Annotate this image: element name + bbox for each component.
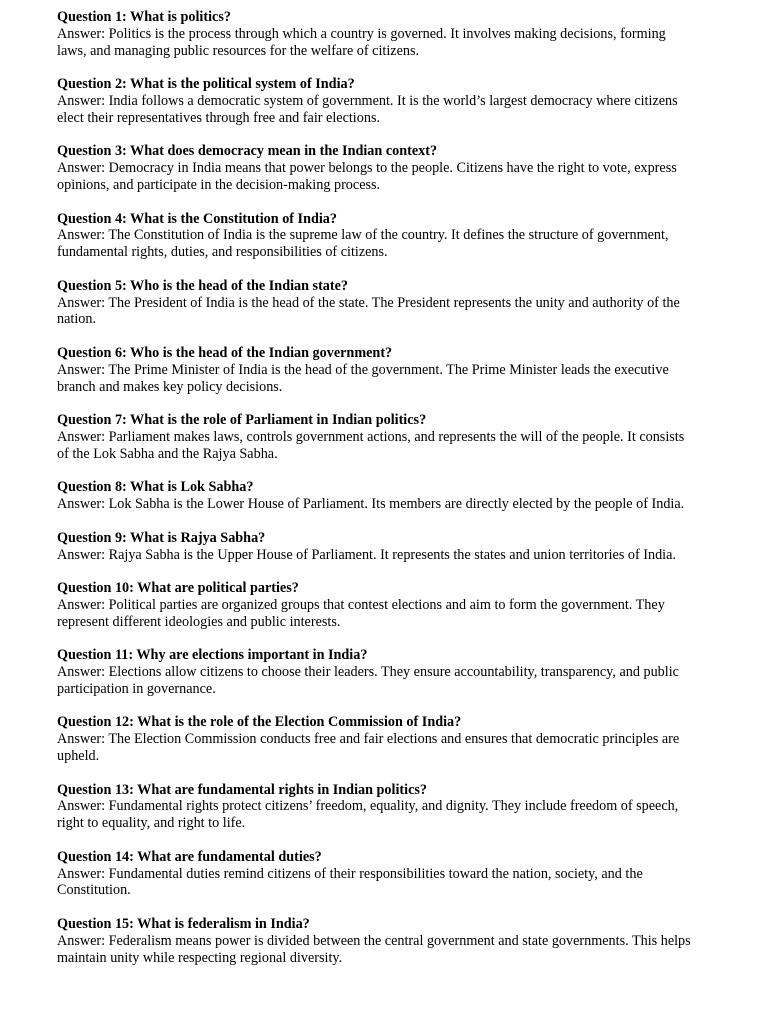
question-13: Question 13: What are fundamental rights in Indian politics? bbox=[57, 781, 427, 798]
answer-4: Answer: The Constitution of India is the supreme law of the country. It defines the structure of government, fundamental rights, duties, and responsibilities of citizens. bbox=[57, 227, 669, 261]
answer-11: Answer: Elections allow citizens to choose their leaders. They ensure accountability, transparency, and public participation in governance. bbox=[57, 664, 679, 697]
qa-item-8 bbox=[57, 479, 698, 513]
qa-item-7 bbox=[57, 412, 698, 462]
qa-item-5 bbox=[57, 278, 698, 328]
answer-10: Answer: Political parties are organized groups that contest elections and aim to form the government. They represent different ideologies and public interests. bbox=[57, 596, 665, 630]
question-4: Question 4: What is the Constitution of India? bbox=[57, 210, 337, 227]
answer-6: Answer: The Prime Minister of India is the head of the government. The Prime Minister leads the executive branch and makes key policy decisions. bbox=[57, 361, 669, 395]
qa-item-14 bbox=[57, 849, 698, 899]
answer-13: Answer: Fundamental rights protect citizens’ freedom, equality, and dignity. They include freedom of speech, right to equality, and right to life. bbox=[57, 798, 679, 832]
answer-5: Answer: The President of India is the head of the state. The President represents the unity and authority of the nation. bbox=[57, 294, 680, 328]
qa-item-9 bbox=[57, 530, 698, 564]
qa-item-4 bbox=[57, 211, 698, 261]
question-3: Question 3: What does democracy mean in the Indian context? bbox=[57, 143, 438, 160]
answer-14: Answer: Fundamental duties remind citizens of their responsibilities toward the nation, society, and the Constitution. bbox=[57, 865, 643, 899]
answer-1: Answer: Politics is the process through which a country is governed. It involves making decisions, forming laws, and managing public resources for the welfare of citizens. bbox=[57, 25, 666, 59]
answer-8: Answer: Lok Sabha is the Lower House of Parliament. Its members are directly elected by the people of India. bbox=[57, 496, 685, 513]
answer-2: Answer: India follows a democratic system of government. It is the world’s largest democracy where citizens elect their representatives through free and fair elections. bbox=[57, 92, 678, 126]
qa-item-3 bbox=[57, 143, 698, 193]
qa-item-11 bbox=[57, 647, 698, 697]
question-12: Question 12: What is the role of the Election Commission of India? bbox=[57, 714, 462, 731]
question-11: Question 11: Why are elections important in India? bbox=[57, 647, 368, 664]
answer-12: Answer: The Election Commission conducts free and fair elections and ensures that democratic principles are upheld. bbox=[57, 731, 680, 765]
qa-item-13 bbox=[57, 782, 698, 832]
question-5: Question 5: Who is the head of the Indian state? bbox=[57, 277, 349, 294]
question-10: Question 10: What are political parties? bbox=[57, 580, 299, 597]
question-9: Question 9: What is Rajya Sabha? bbox=[57, 529, 266, 546]
question-1: Question 1: What is politics? bbox=[57, 9, 231, 25]
answer-9: Answer: Rajya Sabha is the Upper House of Parliament. It represents the states and union territories of India. bbox=[57, 546, 676, 563]
answer-3: Answer: Democracy in India means that power belongs to the people. Citizens have the right to vote, express opinions, and participate in the decision-making process. bbox=[57, 160, 677, 193]
qa-item-6 bbox=[57, 345, 698, 395]
question-14: Question 14: What are fundamental duties? bbox=[57, 848, 322, 865]
qa-item-12 bbox=[57, 714, 698, 764]
qa-item-10 bbox=[57, 580, 698, 630]
question-15: Question 15: What is federalism in India? bbox=[57, 916, 310, 933]
question-7: Question 7: What is the role of Parliament in Indian politics? bbox=[57, 412, 427, 429]
qa-item-1 bbox=[57, 9, 698, 59]
qa-item-15 bbox=[57, 916, 698, 966]
question-8: Question 8: What is Lok Sabha? bbox=[57, 479, 254, 496]
question-6: Question 6: Who is the head of the Indian government? bbox=[57, 344, 393, 361]
question-2: Question 2: What is the political system of India? bbox=[57, 76, 355, 93]
answer-7: Answer: Parliament makes laws, controls government actions, and represents the will of the people. It consists of the Lok Sabha and the Rajya Sabha. bbox=[57, 428, 685, 462]
answer-15: Answer: Federalism means power is divided between the central government and state governments. This helps maintain unity while respecting regional diversity. bbox=[57, 932, 691, 966]
qa-item-2 bbox=[57, 76, 698, 126]
